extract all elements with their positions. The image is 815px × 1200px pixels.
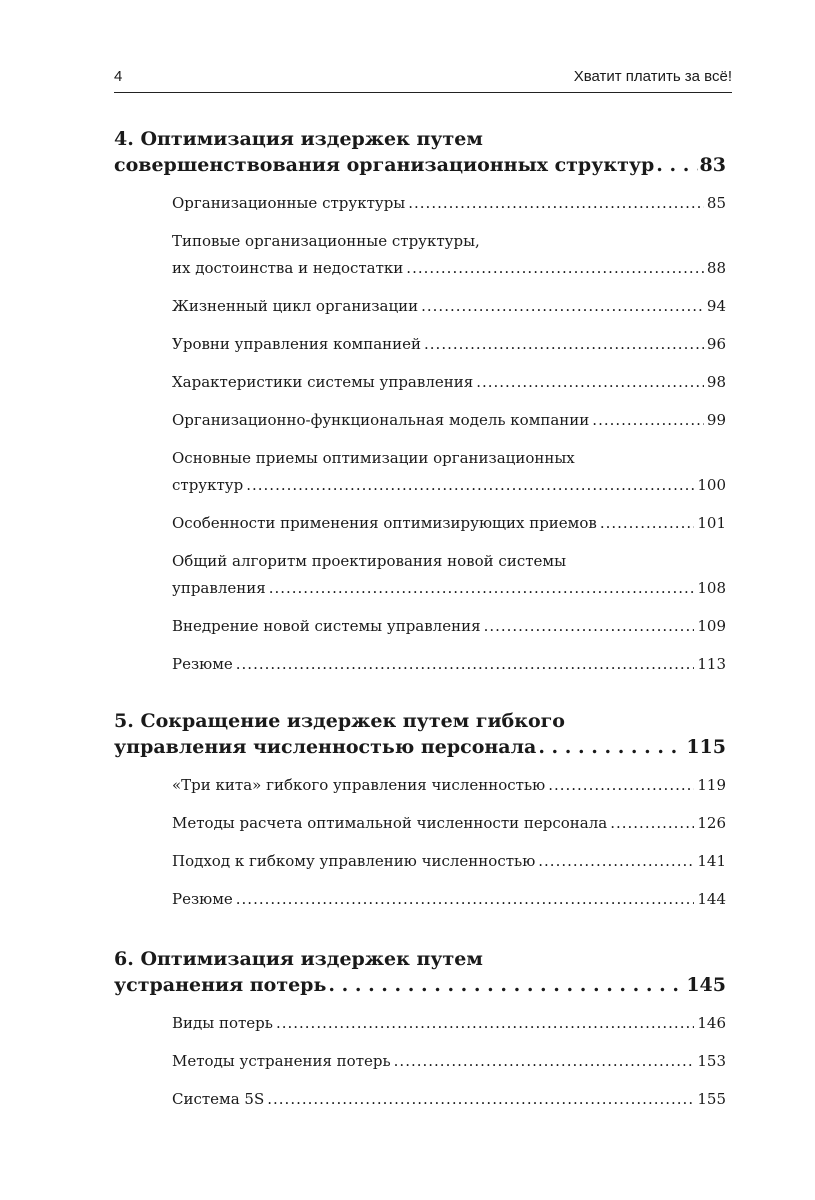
entry-page-number: 113 — [697, 655, 726, 673]
entry-title: Методы расчета оптимальной численности персонала — [172, 814, 608, 832]
entry-page-number: 126 — [697, 814, 726, 832]
dot-leader — [538, 734, 684, 760]
entry-title: Организационные структуры — [172, 194, 406, 212]
toc-entry — [172, 848, 726, 875]
toc-entry — [172, 293, 726, 320]
entry-page-number: 94 — [706, 297, 726, 315]
chapter-title-text: устранения потерь — [114, 974, 327, 996]
chapter-title-line1: 6. Оптимизация издержек путем — [114, 948, 483, 970]
dot-leader — [610, 810, 694, 837]
entry-title: Организационно-функциональная модель компании — [172, 411, 590, 429]
page-header — [114, 62, 732, 93]
entry-page-number: 153 — [697, 1052, 726, 1070]
toc-entry — [172, 1086, 726, 1113]
entry-last-line — [172, 1010, 726, 1037]
entry-last-line — [172, 510, 726, 537]
chapter-title — [114, 708, 726, 760]
entry-title: управления — [172, 579, 266, 597]
chapter-title — [114, 946, 726, 998]
chapter-title-line2 — [114, 152, 726, 178]
entry-title-line1: Общий алгоритм проектирования новой системы — [172, 552, 567, 570]
dot-leader — [406, 255, 704, 282]
dot-leader — [267, 1086, 694, 1113]
entry-title: Система 5S — [172, 1090, 265, 1108]
entry-title: Уровни управления компанией — [172, 335, 422, 353]
section-list — [172, 772, 726, 913]
toc-entry — [172, 810, 726, 837]
entry-last-line — [172, 651, 726, 678]
entry-page-number: 88 — [706, 259, 726, 277]
toc-chapter — [114, 946, 726, 1124]
dot-leader — [538, 848, 694, 875]
toc-entry — [172, 331, 726, 358]
chapter-title-line1: 4. Оптимизация издержек путем — [114, 128, 483, 150]
section-list — [172, 1010, 726, 1113]
entry-last-line — [172, 472, 726, 499]
entry-title: Особенности применения оптимизирующих приемов — [172, 514, 597, 532]
dot-leader — [408, 190, 704, 217]
chapter-page-number: 145 — [686, 974, 726, 996]
entry-last-line — [172, 407, 726, 434]
entry-page-number: 141 — [697, 852, 726, 870]
entry-page-number: 99 — [706, 411, 726, 429]
dot-leader — [269, 575, 695, 602]
entry-page-number: 100 — [697, 476, 726, 494]
entry-last-line — [172, 255, 726, 282]
chapter-page-number: 83 — [699, 154, 726, 176]
toc-chapter — [114, 708, 726, 924]
entry-page-number: 109 — [697, 617, 726, 635]
toc-entry — [172, 613, 726, 640]
toc-chapter — [114, 126, 726, 689]
entry-title-line1: Основные приемы оптимизации организационных — [172, 449, 575, 467]
toc-entry — [172, 228, 726, 282]
dot-leader — [548, 772, 694, 799]
entry-page-number: 96 — [706, 335, 726, 353]
entry-page-number: 146 — [697, 1014, 726, 1032]
toc-entry — [172, 369, 726, 396]
chapter-title-line2 — [114, 972, 726, 998]
dot-leader — [656, 152, 697, 178]
entry-title: Резюме — [172, 655, 233, 673]
page-number: 4 — [114, 68, 123, 85]
entry-last-line — [172, 575, 726, 602]
chapter-title-line2 — [114, 734, 726, 760]
dot-leader — [328, 972, 684, 998]
entry-last-line — [172, 772, 726, 799]
toc-entry — [172, 190, 726, 217]
dot-leader — [394, 1048, 695, 1075]
dot-leader — [484, 613, 695, 640]
entry-title: Жизненный цикл организации — [172, 297, 419, 315]
toc-entry — [172, 886, 726, 913]
entry-title: Характеристики системы управления — [172, 373, 474, 391]
entry-page-number: 108 — [697, 579, 726, 597]
toc-entry — [172, 510, 726, 537]
entry-last-line — [172, 331, 726, 358]
toc-entry — [172, 1010, 726, 1037]
entry-last-line — [172, 613, 726, 640]
entry-title: «Три кита» гибкого управления численностью — [172, 776, 546, 794]
dot-leader — [276, 1010, 694, 1037]
dot-leader — [424, 331, 704, 358]
running-title: Хватит платить за всё! — [573, 68, 732, 85]
entry-last-line — [172, 1048, 726, 1075]
entry-title: Внедрение новой системы управления — [172, 617, 481, 635]
entry-page-number: 144 — [697, 890, 726, 908]
toc-entry — [172, 407, 726, 434]
chapter-page-number: 115 — [686, 736, 726, 758]
entry-title: Подход к гибкому управлению численностью — [172, 852, 536, 870]
entry-last-line — [172, 190, 726, 217]
entry-last-line — [172, 810, 726, 837]
entry-title: Резюме — [172, 890, 233, 908]
entry-last-line — [172, 293, 726, 320]
entry-last-line — [172, 886, 726, 913]
entry-last-line — [172, 848, 726, 875]
dot-leader — [476, 369, 704, 396]
chapter-title-text: управления численностью персонала — [114, 736, 537, 758]
toc-entry — [172, 548, 726, 602]
dot-leader — [592, 407, 704, 434]
toc-entry — [172, 1048, 726, 1075]
chapter-title — [114, 126, 726, 178]
entry-last-line — [172, 369, 726, 396]
entry-title-line1: Типовые организационные структуры, — [172, 232, 480, 250]
entry-page-number: 85 — [706, 194, 726, 212]
entry-page-number: 98 — [706, 373, 726, 391]
dot-leader — [236, 651, 695, 678]
entry-title: структур — [172, 476, 244, 494]
dot-leader — [246, 472, 694, 499]
chapter-title-line1: 5. Сокращение издержек путем гибкого — [114, 710, 565, 732]
entry-title: Методы устранения потерь — [172, 1052, 391, 1070]
dot-leader — [600, 510, 695, 537]
entry-page-number: 101 — [697, 514, 726, 532]
chapter-title-text: совершенствования организационных структур — [114, 154, 655, 176]
dot-leader — [236, 886, 695, 913]
entry-last-line — [172, 1086, 726, 1113]
entry-page-number: 119 — [697, 776, 726, 794]
entry-title: их достоинства и недостатки — [172, 259, 404, 277]
toc-entry — [172, 445, 726, 499]
toc-entry — [172, 772, 726, 799]
toc-entry — [172, 651, 726, 678]
section-list — [172, 190, 726, 678]
entry-title: Виды потерь — [172, 1014, 273, 1032]
dot-leader — [421, 293, 704, 320]
entry-page-number: 155 — [697, 1090, 726, 1108]
